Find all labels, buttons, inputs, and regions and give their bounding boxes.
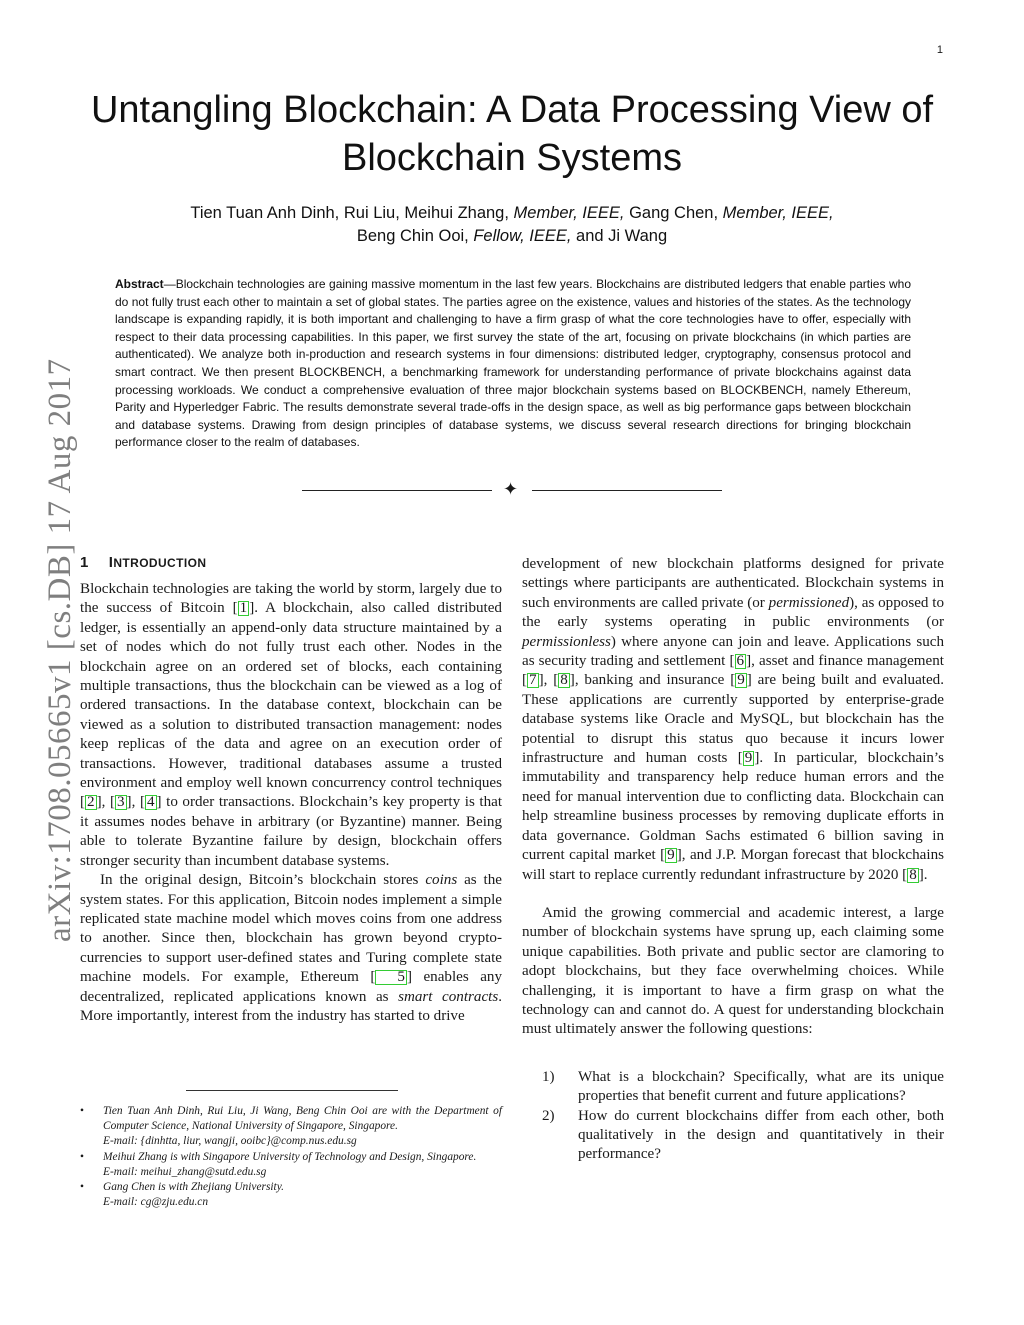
list-number: 2): [542, 1107, 555, 1124]
text-run: , banking and insurance: [574, 672, 731, 689]
text-run: development of new blockchain platforms designed for private settings where participants are authenticated. Blockchain systems in such environments are called private (or: [522, 556, 944, 611]
emphasis: coins: [425, 872, 458, 889]
citation-link[interactable]: 7: [529, 672, 537, 689]
text-run: ), as opposed to the early systems operating in public environments (or: [522, 594, 944, 631]
text-run: ,: [101, 794, 110, 811]
text-run: are being built and evaluated. These applications are currently supported by enterprise-grade database systems like Oracle and MySQL, but blockchain has the potential to disrupt this status quo because it incurs lower infrastructure and human costs: [522, 672, 944, 767]
citation-link[interactable]: 4: [146, 794, 155, 811]
intro-paragraph-2: In the original design, Bitcoin’s blockchain stores coins as the system states. For this application, Bitcoin nodes implement a simple replicated state machine model which moves coins from one address to another. Since then, blockchain has grown beyond crypto-currencies to support user-defined states and Turing complete state machine models. For example, Ethereum [ 5 ] enables any decentralized, replicated applications known as smart contracts. More importantly, interest from the industry has started to drive: [80, 872, 502, 1024]
author-list: [60, 202, 964, 248]
citation-link[interactable]: 9: [737, 672, 745, 689]
author-role-2: Member, IEEE,: [722, 204, 834, 222]
footnote-email: E-mail: cg@zju.edu.cn: [103, 1196, 209, 1209]
separator-line-right: [532, 490, 722, 491]
footnote-affiliation: Gang Chen is with Zhejiang University.: [103, 1181, 284, 1194]
citation-link[interactable]: 8: [560, 672, 568, 689]
author-names-1: Tien Tuan Anh Dinh, Rui Liu, Meihui Zhang,: [190, 204, 514, 222]
citation-link[interactable]: 1: [239, 600, 248, 617]
footnote-affiliation: Meihui Zhang is with Singapore University of Technology and Design, Singapore.: [103, 1150, 477, 1163]
list-item: [522, 1068, 944, 1107]
intro-paragraph-3: development of new blockchain platforms designed for private settings where participants are authenticated. Blockchain systems in such environments are called private (or permissioned), as opposed to the early systems operating in public environments (or permissionless) where anyone can join and leave. Applications such as security trading and settlement [ 6 ], asset and finance management [ 7 ], [ 8 ], banking and insurance [ 9 ] are being built and evaluated. These applications are currently supported by enterprise-grade database systems like Oracle and MySQL, but blockchain has the potential to disrupt this status quo because it incurs lower infrastructure and human costs [ 9 ]. In particular, blockchain’s immutability and transparency help reduce human errors and the need for manual intervention due to conflicting data. Blockchain can help streamline business processes by removing duplicate efforts in data governance. Goldman Sachs estimated 6 billion saving in current capital market [ 9 ], and J.P. Morgan forecast that blockchains will start to replace currently redundant infrastructure by 2020 [ 8 ].: [522, 556, 944, 883]
bullet-icon: •: [80, 1181, 84, 1194]
author-role-3: Fellow, IEEE,: [473, 227, 572, 245]
text-run: enables any decentralized, replicated applications known as: [80, 969, 502, 1005]
separator-diamond-icon: ✦: [503, 479, 519, 500]
left-column: [80, 580, 502, 1026]
footnote-item: [80, 1180, 502, 1210]
list-number: 1): [542, 1068, 555, 1085]
citation-link[interactable]: 5: [375, 970, 407, 985]
author-names-3: Beng Chin Ooi,: [356, 227, 474, 245]
abstract-text: —Blockchain technologies are gaining massive momentum in the last few years. Blockchains are distributed ledgers that enable parties who do not fully trust each other to maintain a set of global states. The parties agree on the existence, values and histories of the states. As the technology landscape is expanding rapidly, it is both important and challenging to have a firm grasp of what the core technologies have to offer, especially with respect to their data processing capabilities. In this paper, we first survey the state of the art, focusing on private blockchains (in which parties are authenticated). We analyze both in-production and research systems in four dimensions: distributed ledger, cryptography, consensus protocol and smart contract. We then present BLOCKBENCH, a benchmarking framework for understanding performance of private blockchains against data processing workloads. We conduct a comprehensive evaluation of three major blockchain systems based on BLOCKBENCH, namely Ethereum, Parity and Hyperledger Fabric. The results demonstrate several trade-offs in the design space, as well as big performance gaps between blockchain and database systems. Drawing from design principles of database systems, we discuss several research directions for bringing blockchain performance closer to the realm of databases.: [115, 277, 911, 450]
citation-link[interactable]: 8: [909, 866, 917, 883]
footnote-item: [80, 1104, 502, 1150]
citation-link[interactable]: 9: [744, 750, 753, 767]
abstract-label: Abstract: [115, 277, 164, 291]
intro-paragraph-1: Blockchain technologies are taking the world by storm, largely due to the success of Bitcoin [ 1 ]. A blockchain, also called distributed ledger, is essentially an append-only data structure maintained by a set of nodes which do not fully trust each other. Nodes in the blockchain agree on an ordered set of blocks, each containing multiple transactions, thus the blockchain can be viewed as a log of ordered transactions. In the database context, blockchain can be viewed as a solution to distributed transaction management: nodes keep replicas of the data and agree on an execution order of transactions. However, traditional databases assume a trusted environment and employ well known concurrency control techniques [ 2 ], [ 3 ], [ 4 ] to order transactions. Blockchain’s key property is that it assumes nodes behave in arbitrary (or Byzantine) manner. Being able to tolerate Byzantine failure by design, blockchain offers stronger security than incumbent database systems.: [80, 581, 503, 869]
footnotes: [80, 1104, 502, 1210]
list-text: How do current blockchains differ from each other, both qualitatively in the design and quantitatively in their performance?: [578, 1107, 944, 1163]
text-run: , and J.P. Morgan forecast that blockchains will start to replace currently redundant infrastructure by 2020: [522, 847, 944, 883]
text-run: ,: [131, 794, 140, 811]
question-list: [522, 1068, 944, 1165]
citation-link[interactable]: 2: [87, 794, 95, 811]
right-column: [522, 555, 944, 1165]
list-item: [522, 1107, 944, 1165]
bullet-icon: •: [80, 1105, 84, 1117]
section-title-first: I: [108, 554, 114, 571]
text-run: In the original design, Bitcoin’s blockchain stores: [100, 872, 426, 889]
text-run: Blockchain technologies are taking the world by storm, largely due to the success of Bitcoin: [80, 581, 502, 617]
list-text: What is a blockchain? Specifically, what are its unique properties that benefit current and future applications?: [578, 1068, 944, 1105]
emphasis: smart contracts: [398, 988, 499, 1005]
author-names-2: Gang Chen,: [624, 204, 723, 222]
citation-link[interactable]: 9: [667, 847, 675, 864]
text-run: , asset and finance management: [751, 653, 944, 670]
section-title-rest: NTRODUCTION: [113, 556, 207, 570]
page-number: 1: [936, 44, 943, 56]
footnote-affiliation: Tien Tuan Anh Dinh, Rui Liu, Ji Wang, Beng Chin Ooi are with the Department of Computer Science, National University of Singapore, Singapore.: [103, 1105, 502, 1133]
section-heading: [80, 554, 206, 571]
author-names-4: and Ji Wang: [571, 227, 668, 245]
text-run: as the system states. For this application, Bitcoin nodes implement a simple replicated state machine model which moves coins from one address to another. Since then, blockchain has grown beyond crypto-currencies to support user-defined states and Turing complete state machine models. For example, Ethereum: [80, 872, 502, 986]
abstract: [115, 276, 911, 452]
text-run: ,: [543, 672, 554, 689]
bullet-icon: •: [80, 1150, 84, 1163]
text-run: .: [923, 866, 928, 883]
section-number: 1: [80, 554, 89, 571]
author-line-1: [60, 202, 964, 225]
text-run: ) where anyone can join and leave. Applications such as security trading and settlement: [522, 633, 944, 670]
footnote-email: E-mail: {dinhtta, liur, wangji, ooibc}@comp.nus.edu.sg: [103, 1135, 357, 1148]
citation-link[interactable]: 6: [736, 653, 745, 670]
footnote-rule: [186, 1090, 398, 1091]
footnote-email: E-mail: meihui_zhang@sutd.edu.sg: [103, 1165, 267, 1178]
separator-line-left: [302, 490, 492, 491]
emphasis: permissioned: [768, 594, 850, 611]
arxiv-identifier: arXiv:1708.05665v1 [cs.DB] 17 Aug 2017: [42, 358, 78, 942]
footnote-item: [80, 1150, 502, 1180]
text-run: . More importantly, interest from the industry has started to drive: [80, 988, 502, 1024]
author-role-1: Member, IEEE,: [513, 204, 625, 222]
citation-link[interactable]: 3: [117, 794, 125, 811]
intro-paragraph-4: Amid the growing commercial and academic interest, a large number of blockchain systems have sprung up, each claiming some unique capabilities. Both private and public sector are clamoring to adopt blockchains, but they face overwhelming choices. While challenging, it is important to have a firm grasp on what the technology can and cannot do. A quest for understanding blockchain must ultimately answer the following questions:: [522, 904, 944, 1038]
paper-title: Untangling Blockchain: A Data Processing View of Blockchain Systems: [90, 89, 934, 179]
text-run: to order transactions. Blockchain’s key property is that it assumes nodes behave in arbitrary (or Byzantine) manner. Being able to tolerate Byzantine failure by design, blockchain offers stronger security than incumbent database systems.: [80, 794, 503, 869]
text-run: . A blockchain, also called distributed ledger, is essentially an append-only data structure maintained by a set of nodes which do not fully trust each other. Nodes in the blockchain agree on an ordered set of blocks, each containing multiple transactions, thus the blockchain can be viewed as a log of ordered transactions. In the database context, blockchain can be viewed as a solution to distributed transaction management: nodes keep replicas of the data and agree on an execution order of transactions. However, traditional databases assume a trusted environment and employ well known concurrency control techniques: [80, 600, 502, 792]
author-line-2: [60, 225, 964, 248]
emphasis: permissionless: [522, 633, 611, 650]
text-run: . In particular, blockchain’s immutability and transparency help reduce human errors and the need for manual intervention due to conflicting data. Blockchain can help streamline business processes by removing duplicate efforts in data governance. Goldman Sachs estimated 6 billion saving in current capital market: [522, 750, 944, 864]
